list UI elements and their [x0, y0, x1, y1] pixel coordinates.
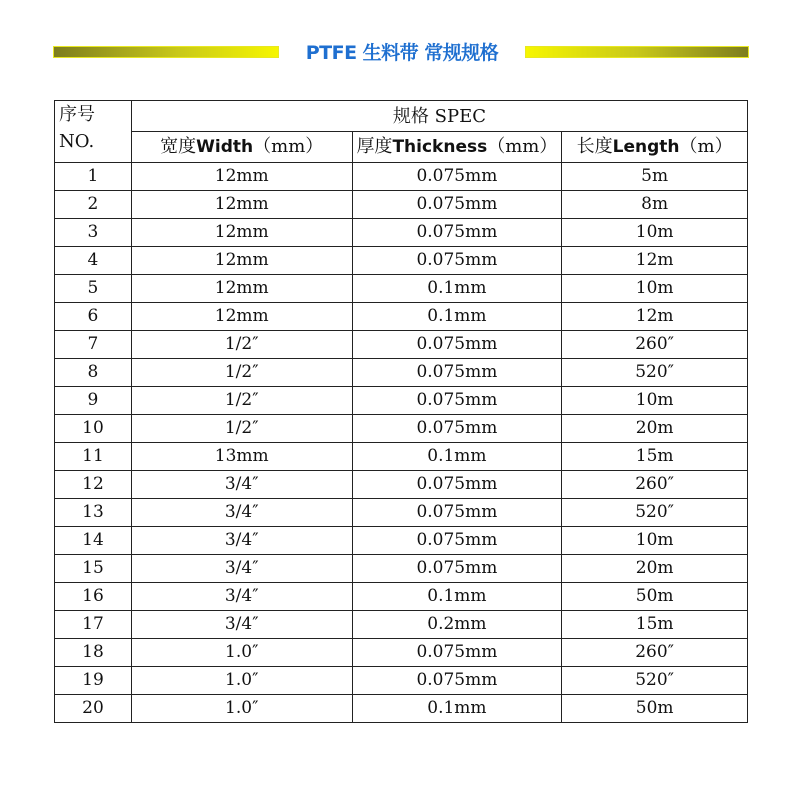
thickness-cell: 0.075mm: [352, 219, 562, 247]
table-row: [55, 163, 748, 191]
thickness-cell: 0.075mm: [352, 247, 562, 275]
width-cell: 12mm: [131, 303, 352, 331]
row-number: 7: [55, 331, 132, 359]
header-en: Length: [612, 137, 680, 157]
thickness-cell: 0.1mm: [352, 275, 562, 303]
width-cell: 3/4″: [131, 527, 352, 555]
thickness-cell: 0.1mm: [352, 443, 562, 471]
table-row: [55, 387, 748, 415]
thickness-cell: 0.2mm: [352, 611, 562, 639]
length-cell: 260″: [562, 331, 748, 359]
length-cell: 8m: [562, 191, 748, 219]
header-cn: 厚度: [356, 136, 393, 157]
thickness-cell: 0.075mm: [352, 415, 562, 443]
width-cell: 3/4″: [131, 499, 352, 527]
length-cell: 20m: [562, 415, 748, 443]
width-cell: 12mm: [131, 219, 352, 247]
thickness-cell: 0.075mm: [352, 499, 562, 527]
row-number: 11: [55, 443, 132, 471]
thickness-cell: 0.075mm: [352, 471, 562, 499]
column-header-thickness: [352, 132, 562, 163]
length-cell: 20m: [562, 555, 748, 583]
length-cell: 10m: [562, 275, 748, 303]
thickness-cell: 0.075mm: [352, 191, 562, 219]
row-number: 18: [55, 639, 132, 667]
row-number: 12: [55, 471, 132, 499]
table-row: [55, 695, 748, 723]
row-number: 4: [55, 247, 132, 275]
row-number: 10: [55, 415, 132, 443]
row-number: 2: [55, 191, 132, 219]
table-row: [55, 639, 748, 667]
header-row-1: [55, 101, 748, 132]
table-row: [55, 275, 748, 303]
length-cell: 50m: [562, 695, 748, 723]
spec-header: 规格 SPEC: [131, 101, 747, 132]
width-cell: 3/4″: [131, 555, 352, 583]
decorative-bar-right: [525, 46, 749, 58]
table-row: [55, 443, 748, 471]
length-cell: 50m: [562, 583, 748, 611]
page-title: PTFE 生料带 常规规格: [305, 42, 499, 64]
length-cell: 15m: [562, 611, 748, 639]
width-cell: 1.0″: [131, 667, 352, 695]
width-cell: 3/4″: [131, 583, 352, 611]
column-header-width: [131, 132, 352, 163]
length-cell: 10m: [562, 527, 748, 555]
thickness-cell: 0.075mm: [352, 555, 562, 583]
table-row: [55, 471, 748, 499]
table-row: [55, 359, 748, 387]
column-header-length: [562, 132, 748, 163]
thickness-cell: 0.075mm: [352, 163, 562, 191]
length-cell: 12m: [562, 247, 748, 275]
table-row: [55, 611, 748, 639]
thickness-cell: 0.075mm: [352, 331, 562, 359]
header-unit: （m）: [679, 136, 733, 157]
table-row: [55, 247, 748, 275]
table-row: [55, 555, 748, 583]
table-row: [55, 583, 748, 611]
row-number: 16: [55, 583, 132, 611]
width-cell: 13mm: [131, 443, 352, 471]
width-cell: 1/2″: [131, 415, 352, 443]
length-cell: 10m: [562, 387, 748, 415]
length-cell: 5m: [562, 163, 748, 191]
header-unit: （mm）: [253, 136, 324, 157]
width-cell: 12mm: [131, 275, 352, 303]
length-cell: 520″: [562, 667, 748, 695]
length-cell: 520″: [562, 359, 748, 387]
header-en: Thickness: [392, 137, 488, 157]
row-number: 1: [55, 163, 132, 191]
width-cell: 12mm: [131, 191, 352, 219]
table-row: [55, 219, 748, 247]
width-cell: 12mm: [131, 163, 352, 191]
length-cell: 15m: [562, 443, 748, 471]
no-header-en: NO.: [59, 131, 95, 152]
length-cell: 260″: [562, 639, 748, 667]
width-cell: 3/4″: [131, 611, 352, 639]
row-number: 6: [55, 303, 132, 331]
spec-table: [54, 100, 748, 723]
thickness-cell: 0.075mm: [352, 639, 562, 667]
table-row: [55, 667, 748, 695]
thickness-cell: 0.1mm: [352, 303, 562, 331]
width-cell: 1/2″: [131, 359, 352, 387]
table-row: [55, 303, 748, 331]
thickness-cell: 0.075mm: [352, 359, 562, 387]
thickness-cell: 0.075mm: [352, 387, 562, 415]
row-number: 20: [55, 695, 132, 723]
width-cell: 1/2″: [131, 331, 352, 359]
no-header: [55, 101, 132, 163]
row-number: 15: [55, 555, 132, 583]
width-cell: 1.0″: [131, 695, 352, 723]
header-en: Width: [196, 137, 254, 157]
row-number: 3: [55, 219, 132, 247]
thickness-cell: 0.1mm: [352, 583, 562, 611]
table-row: [55, 499, 748, 527]
header-cn: 宽度: [160, 136, 197, 157]
row-number: 19: [55, 667, 132, 695]
table-row: [55, 527, 748, 555]
length-cell: 260″: [562, 471, 748, 499]
width-cell: 12mm: [131, 247, 352, 275]
row-number: 9: [55, 387, 132, 415]
header-cn: 长度: [576, 136, 613, 157]
table-row: [55, 415, 748, 443]
width-cell: 1.0″: [131, 639, 352, 667]
length-cell: 10m: [562, 219, 748, 247]
length-cell: 520″: [562, 499, 748, 527]
row-number: 14: [55, 527, 132, 555]
thickness-cell: 0.1mm: [352, 695, 562, 723]
no-header-cn: 序号: [59, 104, 95, 125]
decorative-bar-left: [53, 46, 279, 58]
thickness-cell: 0.075mm: [352, 667, 562, 695]
thickness-cell: 0.075mm: [352, 527, 562, 555]
row-number: 13: [55, 499, 132, 527]
row-number: 17: [55, 611, 132, 639]
row-number: 8: [55, 359, 132, 387]
header-row-2: [55, 132, 748, 163]
length-cell: 12m: [562, 303, 748, 331]
table-row: [55, 191, 748, 219]
header-unit: （mm）: [487, 136, 558, 157]
width-cell: 3/4″: [131, 471, 352, 499]
width-cell: 1/2″: [131, 387, 352, 415]
row-number: 5: [55, 275, 132, 303]
table-row: [55, 331, 748, 359]
